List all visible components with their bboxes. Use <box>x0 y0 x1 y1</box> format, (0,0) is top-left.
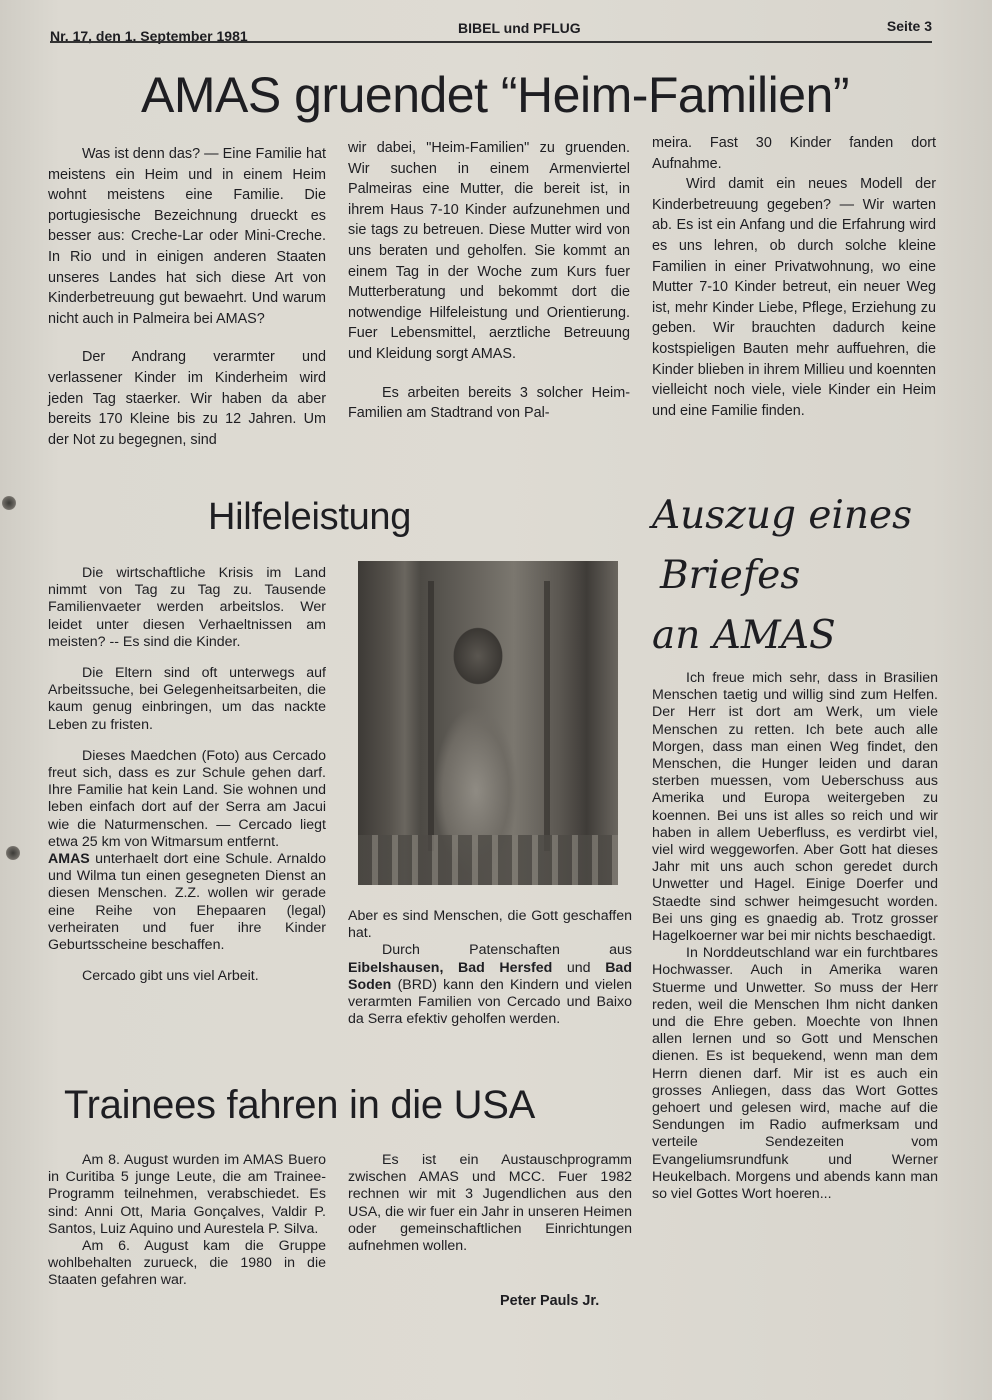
hilfe-article-col2 <box>348 908 632 1028</box>
main-headline: AMAS gruendet “Heim-Familien” <box>141 67 849 123</box>
paragraph: Wird damit ein neues Modell der Kinderbetreuung gegeben? — Wir warten ab. Es ist ein Anfang und die Erfahrung wird es uns lehren, ob durch solche kleine Familien in einer Privatwohnung, wo eine Mutter 7-10 Kinder betreut, ein neuer Weg ist, mehr Kinder Liebe, Pflege, Erziehung zu geben. Wir brauchten dadurch keine kostspieligen Bauten mehr auffuehren, die Kinder blieben in ihrem Millieu und koennten vielleicht noch viele, viele Kinder ein Heim und eine Familie finden. <box>652 176 936 419</box>
paragraph: wir dabei, "Heim-Familien" zu gruenden. Wir suchen in einem Armenviertel Palmeiras eine Mutter, die bereit ist, in ihrem Haus 7-10 Kinder aufzunehmen und sie tags zu betreuen. Diese Mutter wird von uns beraten und geholfen. Sie kommt an einem Tag in der Woche zum Kurs fuer Mutterberatung und bekommt dort die notwendige Hilfeleistung und Orientierung. Fuer Lebensmittel, aerztliche Betreuung und Kleidung sorgt AMAS. <box>348 140 630 362</box>
main-article-col3 <box>652 133 936 421</box>
author-signature: Peter Pauls Jr. <box>500 1293 600 1309</box>
paragraph: Cercado gibt uns viel Arbeit. <box>82 968 259 985</box>
paragraph: Dieses Maedchen (Foto) aus Cercado freut sich, dass es zur Schule gehen darf. Ihre Familie hat kein Land. Sie wohnen und leben einfach dort auf der Serra am Jacui wie die Naturmenschen. — Cercado liegt etwa 25 km von Witmarsum entfernt. <box>48 747 326 850</box>
paragraph: Die wirtschaftliche Krisis im Land nimmt von Tag zu Tag zu. Tausende Familienvaeter werden arbeitslos. Wer leidet unter diesen Verhaeltnissen am meisten? -- Es sind die Kinder. <box>48 565 326 650</box>
paragraph: Durch Patenschaften aus Eibelshausen, Bad Hersfed und Bad Soden (BRD) kann den Kindern und vielen verarmten Familien von Cercado und Baixo da Serra efektiv geholfen werden. <box>348 942 632 1028</box>
main-article-col1 <box>48 144 326 450</box>
section-title-hilfeleistung: Hilfeleistung <box>208 496 412 538</box>
paragraph: AMAS unterhaelt dort eine Schule. Arnaldo und Wilma tun einen gesegneten Dienst an diesen Menschen. Z.Z. wollen wir gerade eine Reihe von Ehepaaren (legal) verheiraten und fuer ihre Kinder Geburtsscheine beschaffen. <box>48 851 326 954</box>
main-article-col2 <box>348 138 630 424</box>
hilfe-article-col1 <box>48 565 326 985</box>
paragraph: Der Andrang verarmter und verlassener Kinder im Kinderheim wird jeden Tag staerker. Wir haben da aber bereits 170 Kleine bis zu 12 Jahren. Um der Not zu begegnen, sind <box>48 349 326 448</box>
paragraph: Die Eltern sind oft unterwegs auf Arbeitssuche, bei Gelegenheitsarbeiten, die kaum genug einbringen, um das nackte Leben zu fristen. <box>48 665 326 733</box>
paragraph: Es arbeiten bereits 3 solcher Heim-Familien am Stadtrand von Pal- <box>348 384 630 422</box>
issue-date: Nr. 17, den 1. September 1981 <box>50 28 248 44</box>
trainees-article-col1 <box>48 1152 326 1290</box>
amas-bold: AMAS <box>48 851 90 868</box>
page-number: Seite 3 <box>886 18 932 34</box>
photo-girl-doorway <box>358 561 618 885</box>
publication-name: BIBEL und PFLUG <box>458 20 581 36</box>
trainees-article-col2 <box>348 1152 632 1255</box>
paragraph: Am 8. August wurden im AMAS Buero in Curitiba 5 junge Leute, die am Trainee-Programm teilnehmen, verabschiedet. Es sind: Anni Ott, Maria Gonçalves, Valdir P. Santos, Luiz Aquino und Aurestela P. Silva. <box>48 1152 326 1237</box>
paragraph: meira. Fast 30 Kinder fanden dort Aufnahme. <box>652 135 936 172</box>
punch-hole <box>2 496 16 510</box>
header-rule <box>50 41 932 43</box>
paragraph: Was ist denn das? — Eine Familie hat meistens ein Heim und in einem Heim wohnt meistens eine Familie. Die portugiesische Bezeichnung drueckt es besser aus: Creche-Lar oder Mini-Creche. In Rio und in einigen anderen Staaten unseres Landes hat sich diese Art von Kinderbetreuung gut bewaehrt. Und warum nicht auch in Palmeira bei AMAS? <box>48 146 326 327</box>
punch-hole <box>6 846 20 860</box>
paragraph: In Norddeutschland war ein furchtbares Hochwasser. Auch in Amerika waren Stuerme und Unwetter. So muss der Herr reden, weil die Menschen Ihm nicht danken und die Ehre geben. Moechte von Ihnen allen lernen und so Gott und Menschen dienen. Es ist bequekend, wenn man dem Herrn dienen darf. Mir ist es auch ein grosses Anliegen, dass das Wort Gottes gehoert und gelesen wird, mache auf die Sendungen im Radio aufmerksam und verteile Sendezeiten vom Evangeliumsrundfunk und Werner Heukelbach. Morgens und abends kann man so viel Gottes Wort hoeren... <box>652 945 938 1203</box>
brief-article-col <box>652 670 938 1203</box>
section-title-trainees: Trainees fahren in die USA <box>64 1083 535 1127</box>
paragraph: Es ist ein Austauschprogramm zwischen AMAS und MCC. Fuer 1982 rechnen wir mit 3 Jugendlichen aus den USA, die wir fuer ein Jahr in unseren Heimen oder gemeinschaftlichen Einrichtungen aufnehmen wollen. <box>348 1152 632 1255</box>
paragraph: Aber es sind Menschen, die Gott geschaffen hat. <box>348 908 632 942</box>
paragraph: Am 6. August kam die Gruppe wohlbehalten zurueck, die 1980 in die Staaten gefahren war. <box>48 1238 326 1289</box>
paragraph: Ich freue mich sehr, dass in Brasilien Menschen taetig und willig sind zum Helfen. Der Herr ist dort am Werk, um viele Menschen zu retten. Ich bete auch alle Morgen, dass man einen Weg findet, den Menschen, die Hunger leiden und daran sterben muessen, vom Ueberschuss aus Amerika und Europa weitergeben zu koennen. Bei uns ist alles so reich und wir haben in allem Ueberfluss, es verdirbt viel, viel wird weggeworfen. Aber Gott hat dieses Jahr mit uns auch schon geredet durch Unwetter und Hagel. Einige Doerfer und Staedte sind schwer heimgesucht worden. Bei uns ging es gnaedig ab. Trotz grosser Hagelkoerner war bei mir nichts beschaedigt. <box>652 670 938 945</box>
section-title-briefes: Auszug eines Briefes an AMAS <box>652 493 913 658</box>
